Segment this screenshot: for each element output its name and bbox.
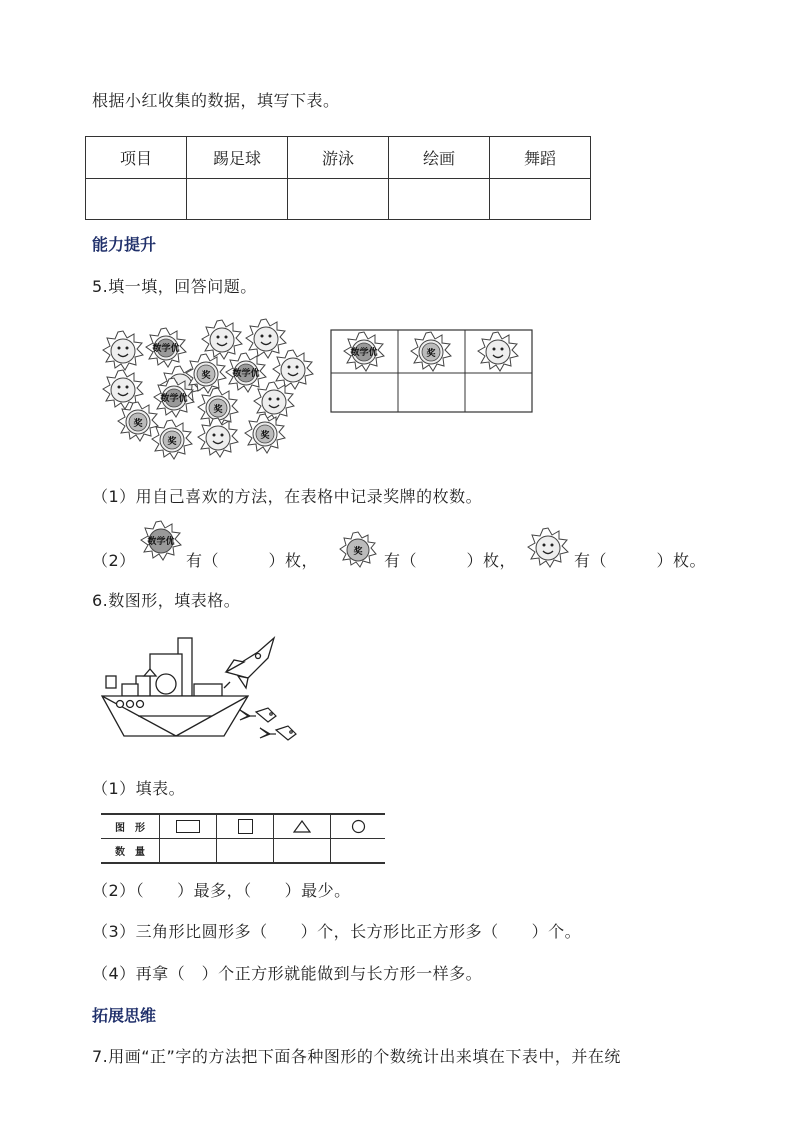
count-cell-circle[interactable] [331, 839, 386, 864]
activity-table [85, 136, 591, 220]
table-cell-blank[interactable] [389, 179, 490, 220]
fish-icon [240, 708, 276, 722]
q5-sub2-part3: 有（ ）枚。 [574, 551, 707, 570]
square-icon [217, 814, 274, 839]
count-cell-rectangle[interactable] [160, 839, 217, 864]
svg-text:数学优: 数学优 [350, 348, 378, 358]
q5-sub1: （1）用自己喜欢的方法，在表格中记录奖牌的枚数。 [92, 487, 483, 506]
q5-sub2-prefix: （2） [92, 551, 136, 570]
math-medal-icon [138, 518, 184, 564]
medal-math-label: 数学优 [152, 344, 180, 354]
table-cell-blank[interactable] [288, 179, 389, 220]
medal-cluster-illustration [98, 318, 322, 460]
table-header-item: 项目 [86, 137, 187, 179]
q6-sub2: （2）（ ）最多，（ ）最少。 [92, 881, 351, 900]
svg-text:数学优: 数学优 [147, 537, 175, 547]
q5-title: 5.填一填，回答问题。 [92, 277, 257, 296]
medal-smile [273, 350, 313, 389]
medal-award-label: 奖 [167, 437, 177, 447]
table-header-painting: 绘画 [389, 137, 490, 179]
smile-medal-icon [524, 526, 572, 570]
row-label-count: 数 量 [101, 839, 160, 864]
q5-sub2-part2: 有（ ）枚， [384, 551, 517, 570]
count-cell-square[interactable] [217, 839, 274, 864]
svg-text:奖: 奖 [353, 547, 363, 557]
medal-tally-table [330, 328, 534, 414]
section-heading-extend: 拓展思维 [92, 1006, 157, 1025]
circle-icon [331, 814, 386, 839]
medal-award-label: 奖 [260, 431, 270, 441]
tally-header-math-medal [344, 332, 384, 371]
rectangle-icon [160, 814, 217, 839]
count-cell-triangle[interactable] [274, 839, 331, 864]
medal-smile [198, 418, 238, 457]
table-cell-blank[interactable] [490, 179, 591, 220]
svg-text:奖: 奖 [426, 349, 436, 359]
q7-title: 7.用画“正”字的方法把下面各种图形的个数统计出来填在下表中，并在统 [92, 1047, 621, 1066]
medal-award-label: 奖 [201, 371, 211, 381]
tally-header-award-medal [411, 332, 451, 371]
q6-title: 6.数图形，填表格。 [92, 591, 241, 610]
q6-sub1: （1）填表。 [92, 779, 186, 798]
section-heading-ability: 能力提升 [92, 235, 157, 254]
tally-header-smile-medal [478, 332, 518, 371]
shape-count-table [101, 813, 385, 864]
rocket-icon [224, 638, 274, 688]
medal-award-label: 奖 [133, 419, 143, 429]
table-header-dance: 舞蹈 [490, 137, 591, 179]
q6-sub3: （3）三角形比圆形多（ ）个，长方形比正方形多（ ）个。 [92, 922, 582, 941]
shapes-boat-illustration [98, 632, 308, 748]
fish-icon [260, 726, 296, 740]
medal-smile [103, 331, 143, 370]
table-cell-blank[interactable] [187, 179, 288, 220]
intro-text: 根据小红收集的数据，填写下表。 [92, 91, 340, 110]
medal-smile [202, 320, 242, 359]
q6-sub4: （4）再拿（ ）个正方形就能做到与长方形一样多。 [92, 964, 483, 983]
triangle-icon [274, 814, 331, 839]
medal-math-label: 数学优 [232, 369, 260, 379]
award-medal-icon [336, 530, 380, 570]
table-header-swimming: 游泳 [288, 137, 389, 179]
medal-smile [246, 319, 286, 358]
q5-sub2-part1: 有（ ）枚， [186, 551, 319, 570]
medal-math-label: 数学优 [160, 394, 188, 404]
table-cell-blank[interactable] [86, 179, 187, 220]
row-label-shape: 图 形 [101, 814, 160, 839]
table-header-football: 踢足球 [187, 137, 288, 179]
medal-award-label: 奖 [213, 405, 223, 415]
